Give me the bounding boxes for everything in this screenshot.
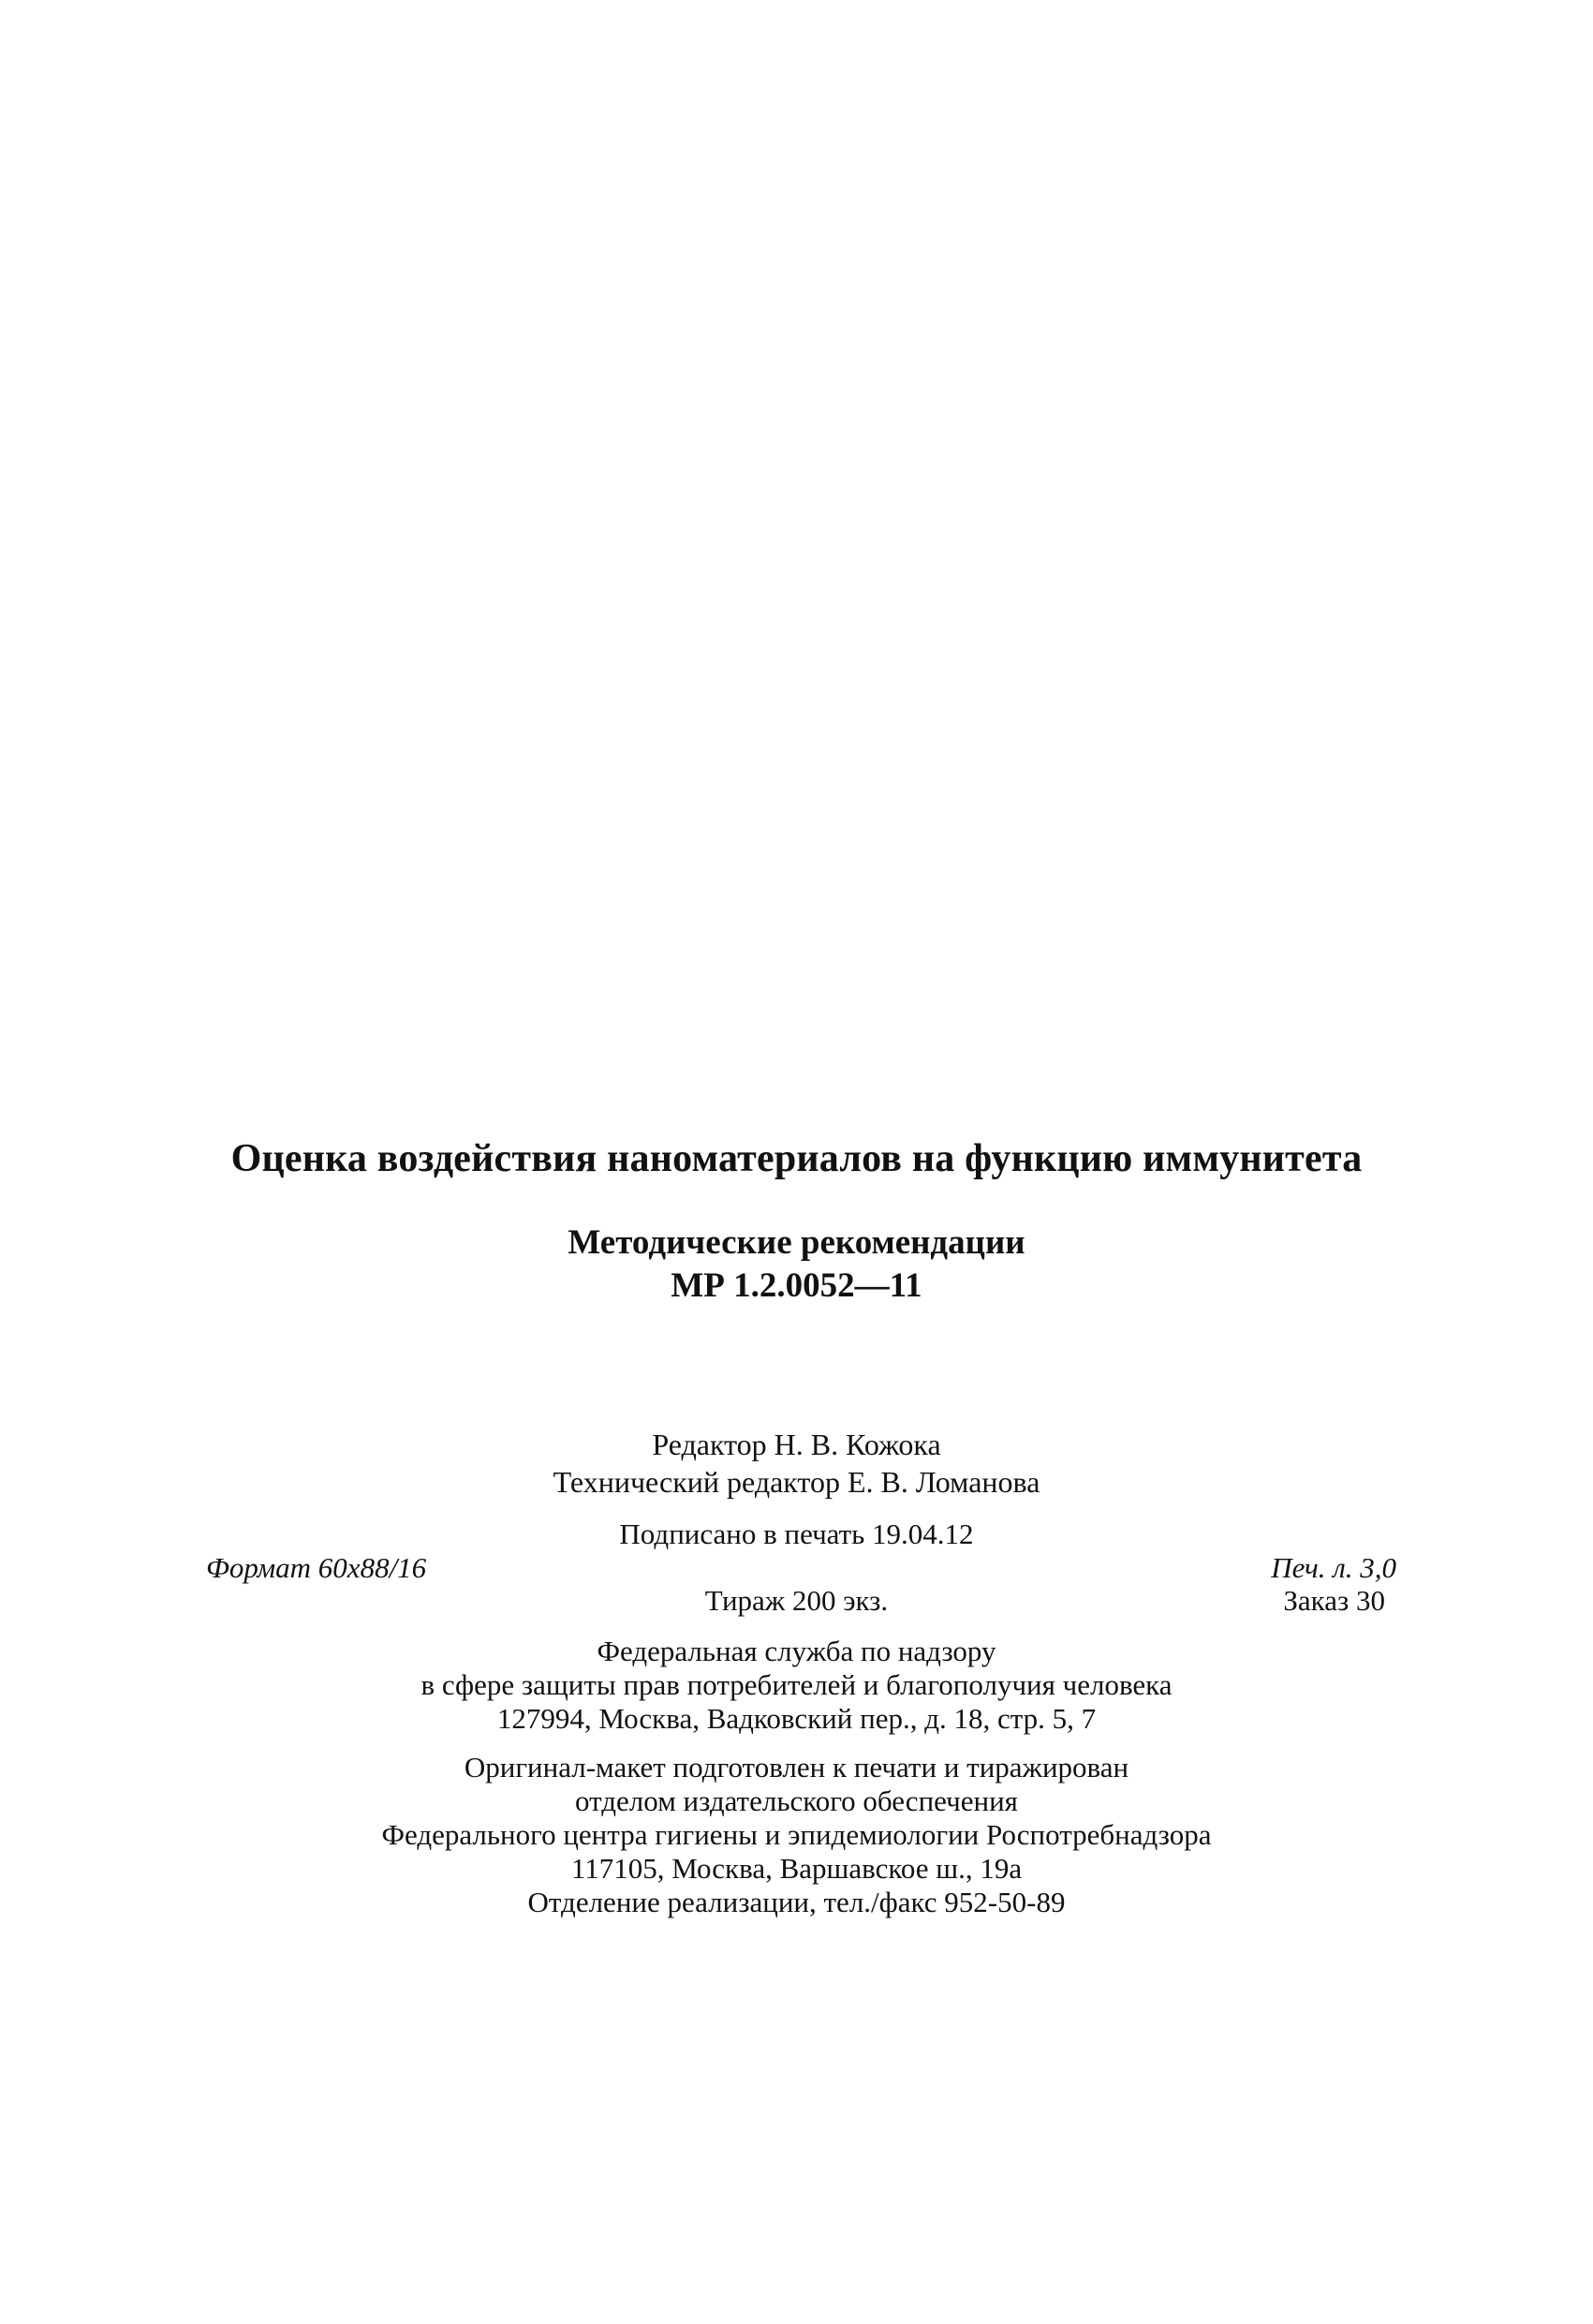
- document-subtitle: [0, 1221, 1593, 1308]
- document-code: МР 1.2.0052—11: [671, 1266, 922, 1305]
- editors-block: [0, 1426, 1593, 1501]
- subtitle-line: Методические рекомендации: [568, 1223, 1025, 1262]
- layout-maker-block: [0, 1751, 1593, 1919]
- maker-line: Оригинал-макет подготовлен к печати и тиражирован: [464, 1751, 1129, 1784]
- printed-sheets-info: Печ. л. 3,0: [1271, 1551, 1396, 1584]
- editor-line: Редактор Н. В. Кожока: [652, 1428, 941, 1461]
- maker-line: Федерального центра гигиены и эпидемиологии Роспотребнадзора: [381, 1818, 1212, 1851]
- publisher-line: в сфере защиты прав потребителей и благополучия человека: [420, 1668, 1173, 1701]
- technical-editor-line: Технический редактор Е. В. Ломанова: [553, 1465, 1040, 1499]
- publisher-block: [0, 1635, 1593, 1736]
- publisher-line: Федеральная служба по надзору: [597, 1635, 996, 1667]
- publisher-address: 127994, Москва, Вадковский пер., д. 18, стр. 5, 7: [496, 1702, 1097, 1735]
- format-info: Формат 60x88/16: [206, 1551, 427, 1584]
- sales-contact: Отделение реализации, тел./факс 952-50-89: [527, 1886, 1066, 1918]
- print-run-info: Тираж 200 экз.: [704, 1584, 889, 1617]
- signed-to-print: Подписано в печать 19.04.12: [619, 1517, 974, 1550]
- document-title: Оценка воздействия наноматериалов на функцию иммунитета: [230, 1137, 1363, 1180]
- order-info: Заказ 30: [1283, 1584, 1385, 1617]
- maker-line: отделом издательского обеспечения: [575, 1784, 1018, 1817]
- maker-address: 117105, Москва, Варшавское ш., 19а: [570, 1852, 1023, 1885]
